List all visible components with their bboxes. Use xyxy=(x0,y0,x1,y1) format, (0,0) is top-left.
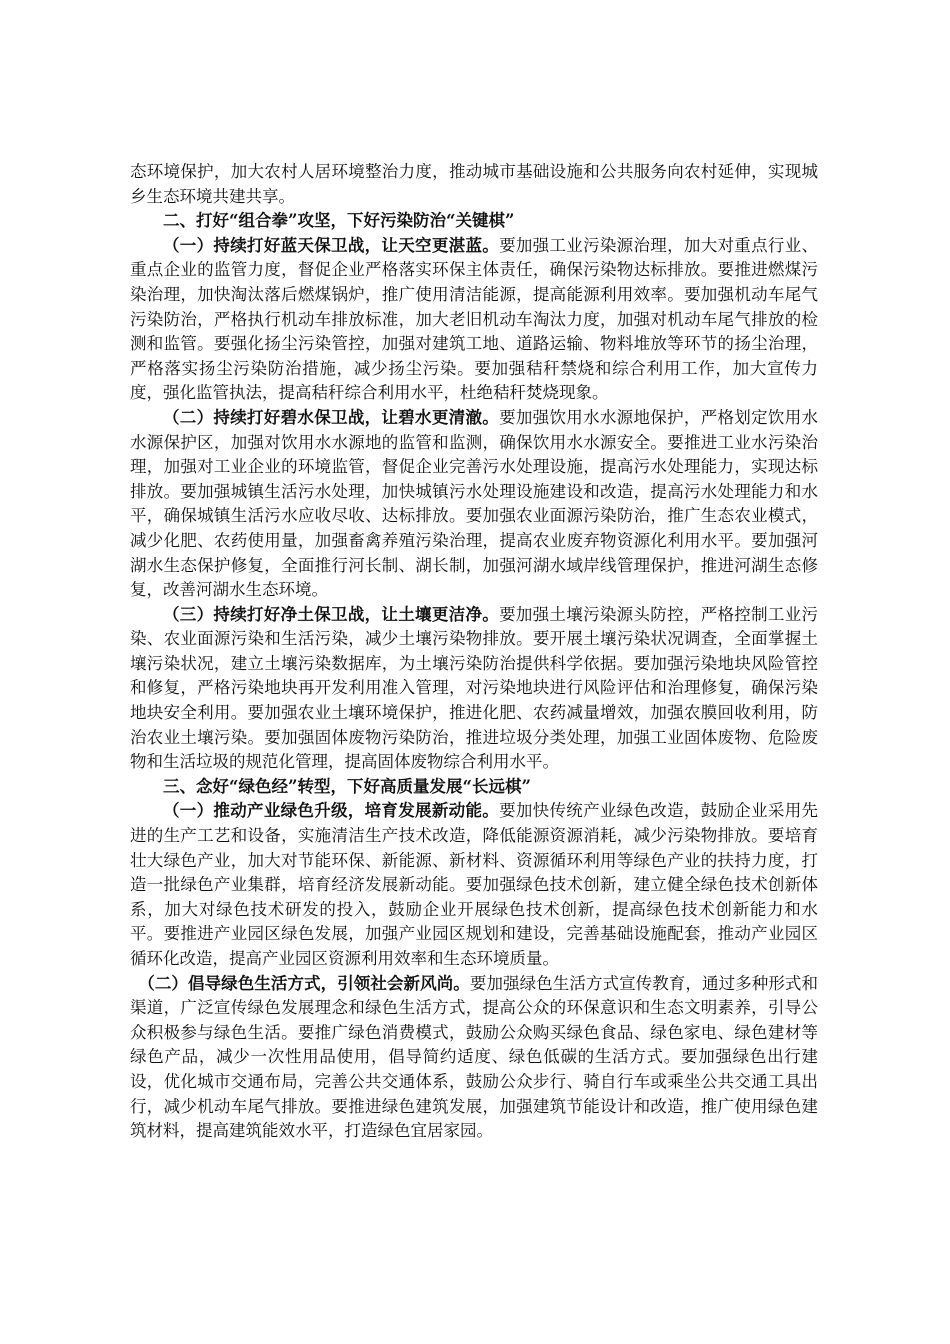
section-heading-3 xyxy=(130,775,818,800)
paragraph-lead: （二）持续打好碧水保卫战，让碧水更清澈。 xyxy=(163,407,500,427)
section-heading-text: 二、打好“组合拳”攻坚，下好污染防治“关键棋” xyxy=(163,211,515,231)
paragraph-clean-soil xyxy=(130,603,818,775)
paragraph-continuation xyxy=(130,160,818,209)
paragraph-lead: （一）持续打好蓝天保卫战，让天空更湛蓝。 xyxy=(163,235,500,255)
paragraph-text: 要加快传统产业绿色改造，鼓励企业采用先进的生产工艺和设备，实施清洁生产技术改造，降低能源资源消耗，减少污染物排放。要培育壮大绿色产业，加大对节能环保、新能源、新材料、资源循环利用等绿色产业的扶持力度，打造一批绿色产业集群，培育经济发展新动能。要加强绿色技术创新，建立健全绿色技术创新体系，加大对绿色技术研发的投入，鼓励企业开展绿色技术创新，提高绿色技术创新能力和水平。要推进产业园区绿色发展，加强产业园区规划和建设，完善基础设施配套，推动产业园区循环化改造，提高产业园区资源利用效率和生态环境质量。 xyxy=(130,801,819,968)
paragraph-text: 要加强土壤污染源头防控，严格控制工业污染、农业面源污染和生活污染，减少土壤污染物排放。要开展土壤污染状况调查，全面掌握土壤污染状况，建立土壤污染数据库，为土壤污染防治提供科学依据。要加强污染地块风险管控和修复，严格污染地块再开发利用准入管理，对污染地块进行风险评估和治理修复，确保污染地块安全利用。要加强农业土壤环境保护，推进化肥、农药减量增效，加强农膜回收利用，防治农业土壤污染。要加强固体废物污染防治，推进垃圾分类处理，加强工业固体废物、危险废物和生活垃圾的规范化管理，提高固体废物综合利用水平。 xyxy=(130,604,819,772)
paragraph-lead: （三）持续打好净土保卫战，让土壤更洁净。 xyxy=(163,604,500,624)
paragraph-lead: （一）推动产业绿色升级，培育发展新动能。 xyxy=(163,801,500,821)
paragraph-blue-sky xyxy=(130,234,818,406)
section-heading-2 xyxy=(130,209,818,234)
paragraph-text: 要加强绿色生活方式宣传教育，通过多种形式和渠道，广泛宣传绿色发展理念和绿色生活方式，提高公众的环保意识和生态文明素养，引导公众积极参与绿色生活。要推广绿色消费模式，鼓励公众购买绿色食品、绿色家电、绿色建材等绿色产品，减少一次性用品使用，倡导简约适度、绿色低碳的生活方式。要加强绿色出行建设，优化城市交通布局，完善公共交通体系，鼓励公众步行、骑自行车或乘坐公共交通工具出行，减少机动车尾气排放。要推进绿色建筑发展，加强建筑节能设计和改造，推广使用绿色建筑材料，提高建筑能效水平，打造绿色宜居家园。 xyxy=(130,973,819,1141)
paragraph-green-lifestyle xyxy=(130,972,818,1144)
paragraph-text: 要加强饮用水水源地保护，严格划定饮用水水源保护区，加强对饮用水水源地的监管和监测，确保饮用水水源安全。要推进工业水污染治理，加强对工业企业的环境监管，督促企业完善污水处理设施，提高污水处理能力，实现达标排放。要加强城镇生活污水处理，加快城镇污水处理设施建设和改造，提高污水处理能力和水平，确保城镇生活污水应收尽收、达标排放。要加强农业面源污染防治，推广生态农业模式，减少化肥、农药使用量，加强畜禽养殖污染治理，提高农业废弃物资源化利用水平。要加强河湖水生态保护修复，全面推行河长制、湖长制，加强河湖水域岸线管理保护，推进河湖生态修复，改善河湖水生态环境。 xyxy=(130,407,819,600)
paragraph-industry-upgrade xyxy=(130,799,818,971)
document-page xyxy=(130,160,818,1144)
paragraph-text: 态环境保护，加大农村人居环境整治力度，推动城市基础设施和公共服务向农村延伸，实现城乡生态环境共建共享。 xyxy=(130,162,818,206)
paragraph-lead: （二）倡导绿色生活方式，引领社会新风尚。 xyxy=(138,973,470,993)
section-heading-text: 三、念好“绿色经”转型，下好高质量发展“长远棋” xyxy=(163,776,531,796)
paragraph-clear-water xyxy=(130,406,818,603)
paragraph-text: 要加强工业污染源治理，加大对重点行业、重点企业的监管力度，督促企业严格落实环保主体责任，确保污染物达标排放。要推进燃煤污染治理，加快淘汰落后燃煤锅炉，推广使用清洁能源，提高能源利用效率。要加强机动车尾气污染防治，严格执行机动车排放标准，加大老旧机动车淘汰力度，加强对机动车尾气排放的检测和监管。要强化扬尘污染管控，加强对建筑工地、道路运输、物料堆放等环节的扬尘治理，严格落实扬尘污染防治措施，减少扬尘污染。要加强秸秆禁烧和综合利用工作，加大宣传力度，强化监管执法，提高秸秆综合利用水平，杜绝秸秆焚烧现象。 xyxy=(130,235,819,403)
